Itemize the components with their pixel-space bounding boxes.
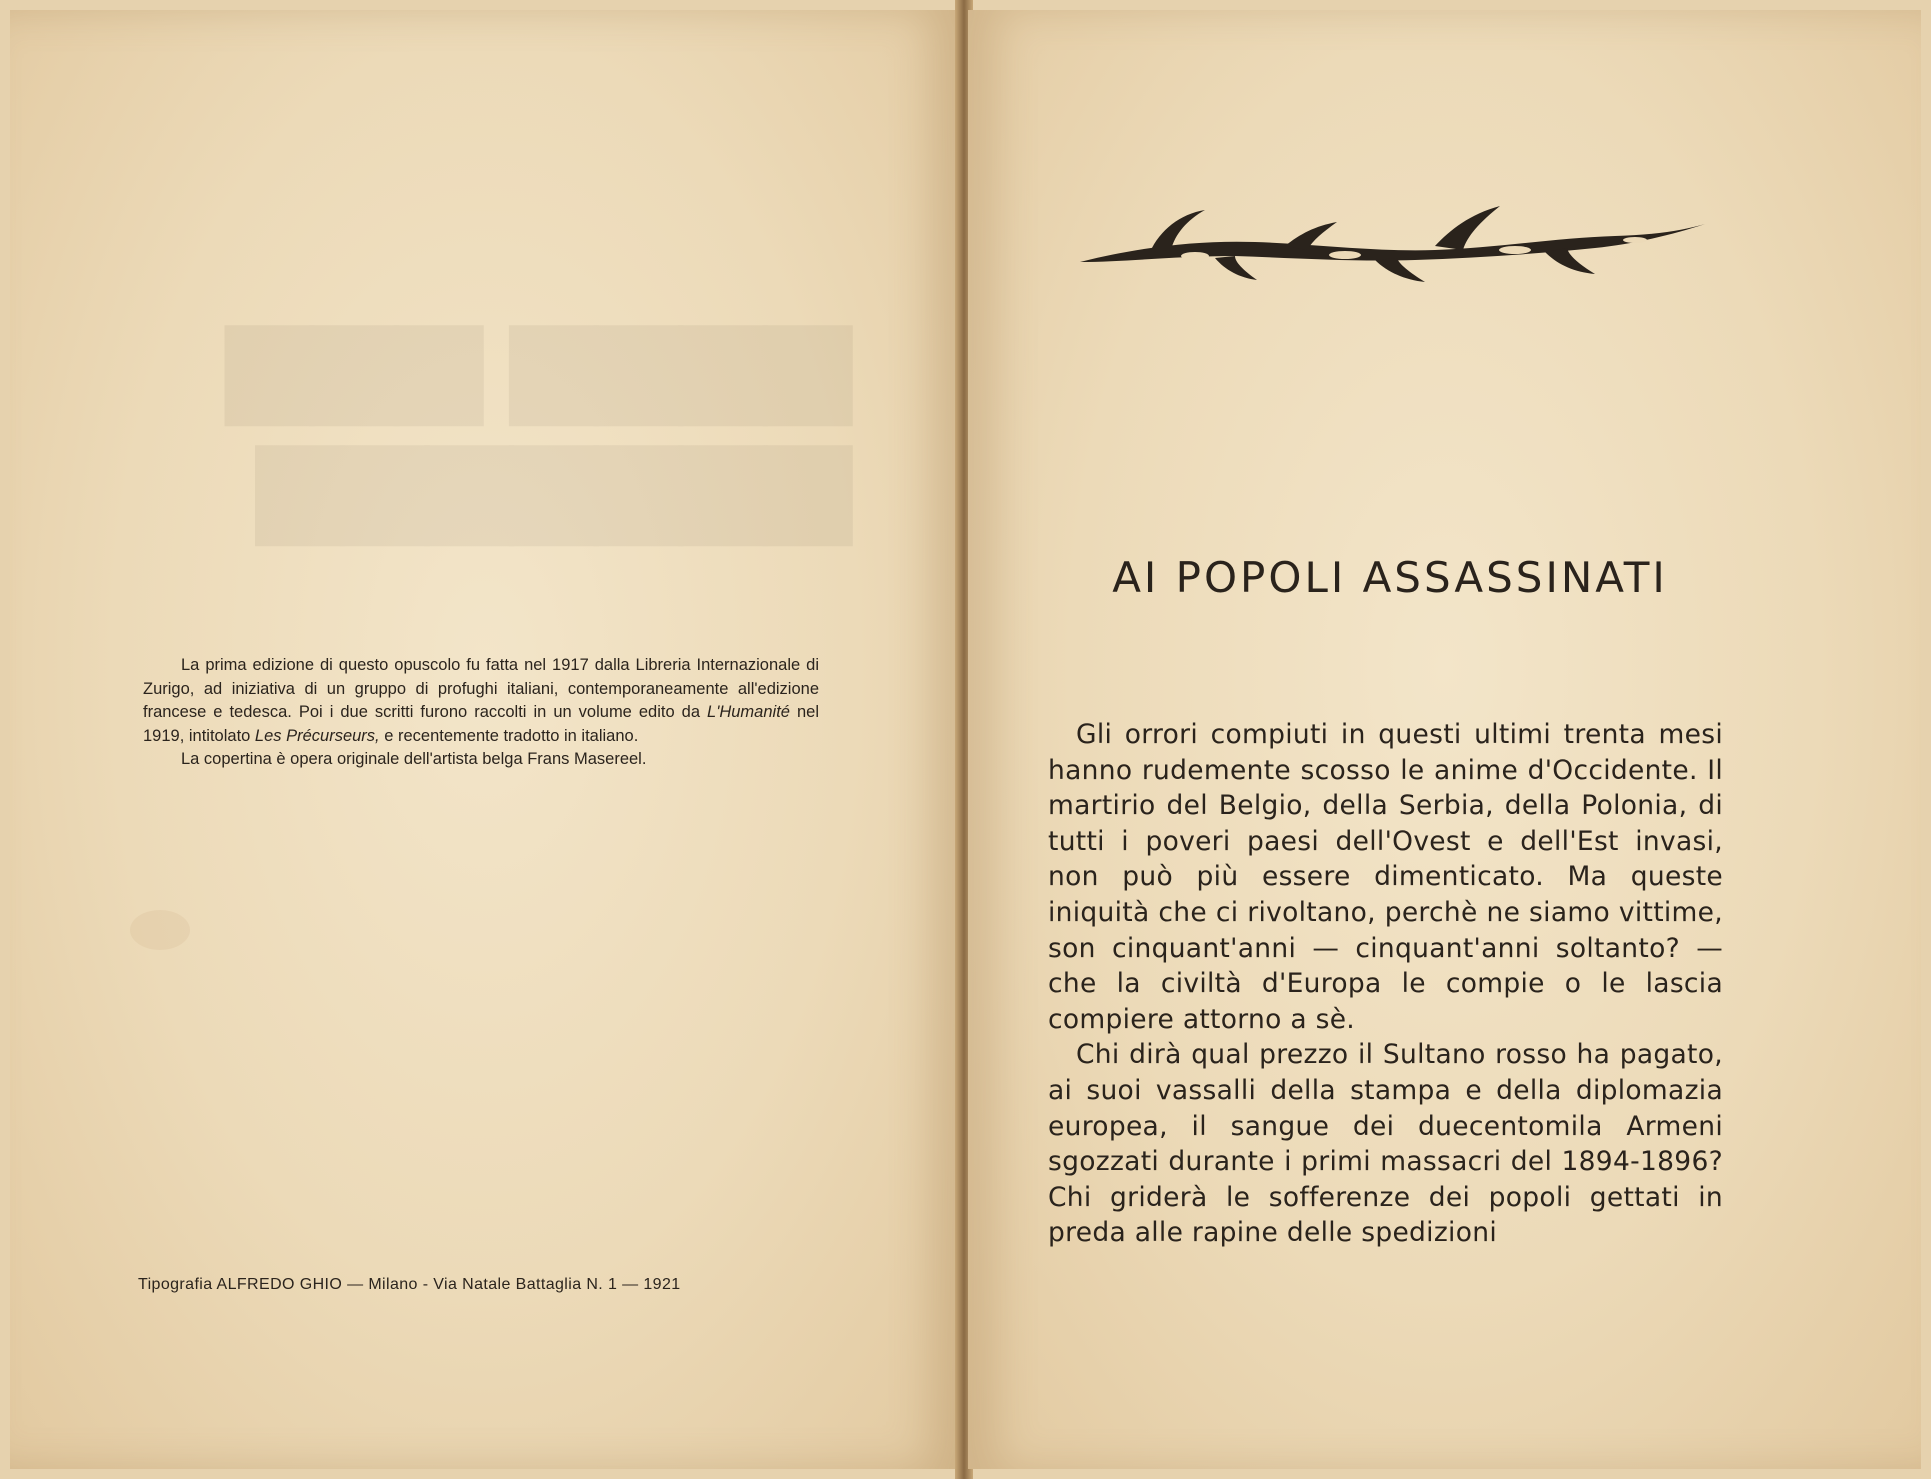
thorn-vine-ornament [1075,200,1710,290]
body-paragraph-1: Gli orrori compiuti in questi ultimi trenta mesi hanno rudemente scosso le anime d'Occidente. Il martirio del Belgio, della Serbia, della Polonia, di tutti i poveri paesi dell'Ovest e dell'Est invasi, non può più essere dimenticato. Ma queste iniquità che ci rivoltano, perchè ne siamo vittime, son cinquant'anni — cinquant'anni soltanto? — che la civiltà d'Europa le compie o le lascia compiere attorno a sè. [1048,719,1723,1035]
paper-stain [130,910,190,950]
left-page [10,10,960,1469]
show-through-ghost-text: ▆▆▆▆ ▆▆▆ ▆▆▆▆▆▆▆ [227,298,850,541]
publication-note [143,654,819,772]
printer-imprint: Tipografia ALFREDO GHIO — Milano - Via Natale Battaglia N. 1 — 1921 [138,1276,681,1293]
chapter-body [1048,717,1723,1251]
chapter-title: AI POPOLI ASSASSINATI [1112,553,1668,602]
note-paragraph-2: La copertina è opera originale dell'artista belga Frans Masereel. [181,750,647,768]
note-paragraph-1: La prima edizione di questo opuscolo fu fatta nel 1917 dalla Libreria Internazionale di Zurigo, ad iniziativa di un gruppo di profughi italiani, contemporaneamente all'edizione francese e tedesca. Poi i due scritti furono raccolti in un volume edito da L'Humanité nel 1919, intitolato Les Précurseurs, e recentemente tradotto in italiano. [143,656,819,745]
body-paragraph-2: Chi dirà qual prezzo il Sultano rosso ha pagato, ai suoi vassalli della stampa e della diplomazia europea, il sangue dei duecentomila Armeni sgozzati durante i primi massacri del 1894-1896? Chi griderà le sofferenze dei popoli gettati in preda alle rapine delle spedizioni [1048,1039,1723,1249]
